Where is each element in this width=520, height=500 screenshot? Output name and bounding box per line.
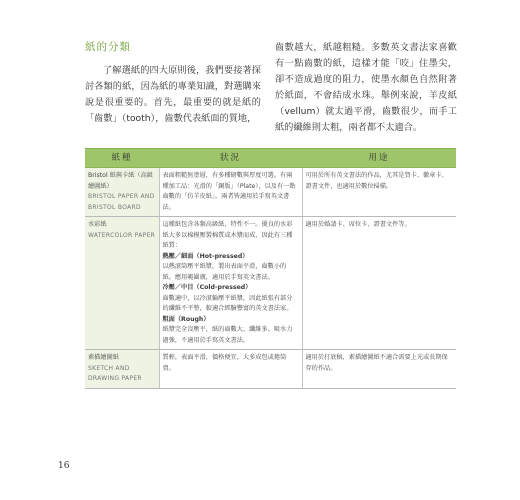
paper-types-table bbox=[85, 148, 456, 389]
type-name-zh: 水彩紙 bbox=[88, 221, 107, 228]
type-cell bbox=[85, 350, 159, 389]
condition-cell bbox=[159, 217, 302, 350]
table-row-sketch bbox=[85, 350, 456, 389]
cold-pressed-heading: 冷壓／中目（Cold-pressed） bbox=[162, 284, 252, 291]
section-heading: 紙的分類 bbox=[85, 41, 131, 53]
header-use: 用途 bbox=[302, 149, 456, 168]
rough-heading: 粗面（Rough） bbox=[162, 315, 210, 323]
table-row-watercolor bbox=[85, 217, 456, 350]
use-cell: 適用於婚請卡、席位卡、證書文件等。 bbox=[302, 217, 456, 350]
condition-cell: 質輕，表面平滑，價格便宜，大多成包或捲筒賣。 bbox=[159, 350, 302, 389]
table-row-bristol bbox=[85, 168, 456, 217]
intro-paragraph-right: 齒數越大，紙越粗糙。多數英文書法家喜歡有一點齒數的紙，這樣才能「咬」住墨尖，卻不造成過度的阻力，使墨水顏色自然附著於紙面，不會結成水珠。舉例來說，羊皮紙（vellum）就太過平滑，齒數很少，而手工紙的纖維則太粗，兩者都不太適合。 bbox=[275, 42, 457, 133]
header-type: 紙種 bbox=[85, 149, 159, 168]
rough-text: 紙漿完全沒壓平，紙的齒數大、纖維多、吸水力過強，不適用於手寫英文書法。 bbox=[162, 326, 293, 344]
page-number: 16 bbox=[58, 461, 70, 471]
intro-paragraph-left: 了解選紙的四大原則後，我們要接著探討各類的紙，因為紙的專業知識，對選購來說是很重要的。首先，最重要的就是紙的「齒數」（tooth），齒數代表紙面的質地， bbox=[85, 65, 261, 124]
condition-intro: 這種紙包含各類高級紙，特性不一。優良的水彩紙大多以棉模壓製棉質或木漿而成，因此有三種紙質： bbox=[162, 221, 293, 249]
condition-cell: 表面粗糙無塗層，有多種磅數與厚度可選。有兩種加工品：光滑的「銅版」（Plate），以及有一點齒數的「仿羊皮紙」。兩者皆適用於手寫英文書法。 bbox=[159, 168, 302, 217]
type-cell bbox=[85, 217, 159, 350]
header-condition: 狀況 bbox=[159, 149, 302, 168]
type-name-zh: 素描繪圖紙 bbox=[88, 354, 119, 361]
type-name-en: BRISTOL PAPER AND BRISTOL BOARD bbox=[88, 193, 155, 211]
type-name-zh: Bristol 紙與卡紙（高級繪圖紙） bbox=[88, 172, 153, 190]
use-cell: 適用於打底稿，素描繪圖紙不適合需要上光或長期保存的作品。 bbox=[302, 350, 456, 389]
table-header-row bbox=[85, 149, 456, 168]
type-cell bbox=[85, 168, 159, 217]
cold-pressed-text: 齒數適中，以冷滾輪壓平紙漿，因此紙張有部分的纖維不平整，較適合經驗豐富的英文書法家。 bbox=[162, 294, 293, 312]
type-name-en: WATERCOLOR PAPER bbox=[88, 231, 156, 239]
hot-pressed-heading: 熱壓／細面（Hot-pressed） bbox=[162, 252, 249, 260]
type-name-en: SKETCH AND DRAWING PAPER bbox=[88, 364, 142, 382]
use-cell: 可用於所有英文書法的作品，尤其是賀卡、徽章卡、證書文件，也適用於數位掃描。 bbox=[302, 168, 456, 217]
hot-pressed-text: 以熱滾筒壓平紙漿，製出表面平滑，齒數小的紙。應用範圍廣，適用於手寫英文書法。 bbox=[162, 263, 287, 281]
